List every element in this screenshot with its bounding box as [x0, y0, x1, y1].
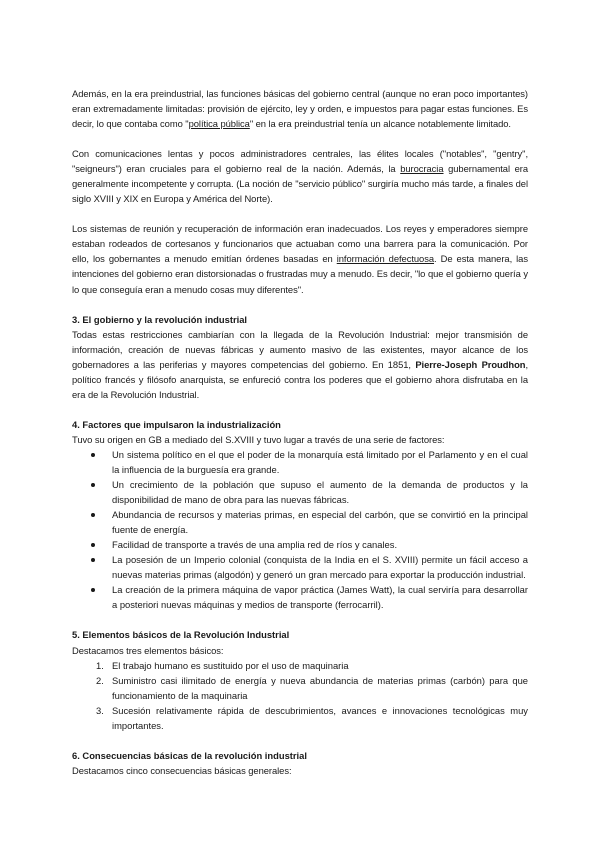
paragraph-local-elites: Con comunicaciones lentas y pocos administradores centrales, las élites locales ("notables", "gentry", "seigneurs") eran cruciales para el gobierno real de la nación. Además, la burocracia gubernamental era generalmente incompetente y corrupta. (La noción de "servicio público" surgiría mucho más tarde, a finales del siglo XVIII y XIX en Europa y América del Norte). — [72, 148, 529, 205]
bullet-icon — [91, 453, 95, 457]
paragraph-industrial-revolution-government: Todas estas restricciones cambiarían con la llegada de la Revolución Industrial: mejor transmisión de información, creación de nuevas fábricas y aumento masivo de las existentes, mayor alcance de los gobernadores a las periferias y mayores competencias del gobierno. En 1851, Pierre-Joseph Proudhon, político francés y filósofo anarquista, se enfureció contra los poderes que el gobierno ahora disfrutaba en la era de la Revolución Industrial. — [72, 328, 528, 400]
bold-proudhon: Pierre-Joseph Proudhon — [415, 358, 526, 370]
section-6-intro: Destacamos cinco consecuencias básicas generales: — [72, 764, 292, 776]
paragraph-preindustrial-functions: Además, en la era preindustrial, las funciones básicas del gobierno central (aunque no eran poco importantes) eran extremadamente limitadas: provisión de ejército, ley y orden, e impuestos para pagar estas funciones. Es decir, lo que contaba como "política pública" en la era preindustrial tenía un alcance notablemente limitado. — [72, 88, 528, 130]
list-item: La posesión de un Imperio colonial (conquista de la India en el S. XVIII) permite un fácil acceso a nuevas materias primas (algodón) y generó un gran mercado para exportar la producción industrial. — [112, 552, 528, 582]
paragraph-information-systems: Los sistemas de reunión y recuperación de información eran inadecuados. Los reyes y emperadores siempre estaban rodeados de cortesanos y funcionarios que actuaban como una barrera para la comunicación. Por ello, los gobernantes a menudo emitían órdenes basadas en información defectuosa. De esta manera, las intenciones del gobierno eran distorsionadas o frustradas muy a menudo. Es decir, "lo que el gobierno quería y lo que conseguía eran a menudo cosas muy diferentes". — [72, 223, 528, 295]
list-item: La creación de la primera máquina de vapor práctica (James Watt), la cual serviría para desarrollar a posteriori nuevas máquinas y medios de transporte (ferrocarril). — [112, 582, 528, 612]
bullet-icon — [91, 588, 95, 592]
section-heading-4: 4. Factores que impulsaron la industrialización — [72, 418, 281, 430]
bullet-icon — [91, 543, 95, 547]
factors-bullet-list — [72, 447, 528, 613]
list-number: 2. — [96, 674, 104, 686]
bullet-icon — [91, 558, 95, 562]
bullet-icon — [91, 483, 95, 487]
section-heading-3: 3. El gobierno y la revolución industrial — [72, 313, 248, 325]
list-number: 1. — [96, 659, 104, 671]
link-politica-publica[interactable]: política pública — [188, 118, 250, 130]
section-4-intro: Tuvo su origen en GB a mediado del S.XVIII y tuvo lugar a través de una serie de factores: — [72, 433, 445, 445]
list-item: 2. Suministro casi ilimitado de energía y nueva abundancia de materias primas (carbón) para que funcionamiento de la maquinaria — [96, 674, 528, 701]
bullet-icon — [91, 513, 95, 517]
section-heading-5: 5. Elementos básicos de la Revolución Industrial — [72, 629, 290, 641]
link-informacion-defectuosa[interactable]: información defectuosa — [336, 253, 435, 265]
elements-numbered-list — [72, 658, 528, 733]
list-item: Un sistema político en el que el poder de la monarquía está limitado por el Parlamento y en el cual la influencia de la burguesía era grande. — [112, 447, 528, 477]
list-item: Abundancia de recursos y materias primas, en especial del carbón, que se convirtió en la principal fuente de energía. — [112, 507, 528, 537]
list-item: Facilidad de transporte a través de una amplia red de ríos y canales. — [112, 537, 528, 552]
section-heading-6: 6. Consecuencias básicas de la revolución industrial — [72, 749, 307, 761]
list-number: 3. — [96, 704, 104, 716]
link-burocracia[interactable]: burocracia — [400, 163, 444, 175]
section-5-intro: Destacamos tres elementos básicos: — [72, 644, 224, 656]
list-item: Un crecimiento de la población que supuso el aumento de la demanda de productos y la disponibilidad de mano de obra para las nuevas fábricas. — [112, 477, 528, 507]
list-item: 3. Sucesión relativamente rápida de descubrimientos, avances e innovaciones tecnológicas muy importantes. — [96, 704, 528, 731]
list-item: 1. El trabajo humano es sustituido por el uso de maquinaria — [112, 658, 528, 673]
